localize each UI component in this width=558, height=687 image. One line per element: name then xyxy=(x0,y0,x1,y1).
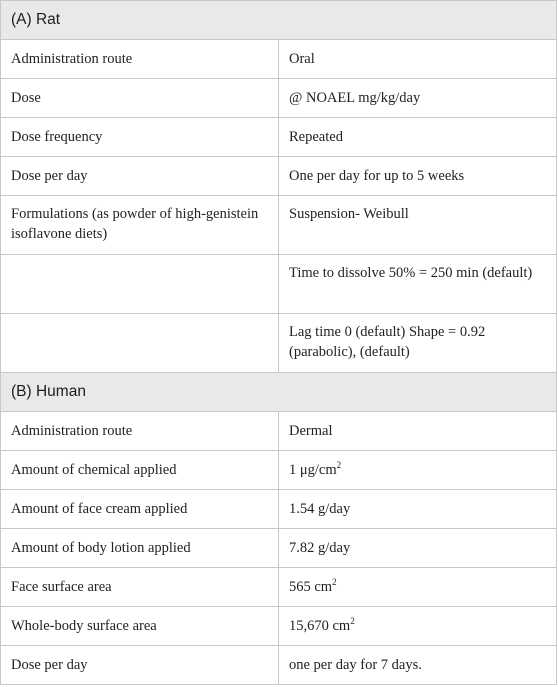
table-row xyxy=(1,40,557,79)
table-row xyxy=(1,118,557,157)
value-text: 1 μg/cm xyxy=(289,462,337,478)
row-label: Dose per day xyxy=(1,157,279,196)
table-row xyxy=(1,157,557,196)
row-label: Formulations (as powder of high-genistein isoflavone diets) xyxy=(1,196,279,255)
table-row xyxy=(1,529,557,568)
row-label: Dose frequency xyxy=(1,118,279,157)
section-title: (B) Human xyxy=(1,373,557,412)
row-value xyxy=(279,451,557,490)
row-label xyxy=(1,314,279,373)
row-value: Oral xyxy=(279,40,557,79)
row-value: Suspension- Weibull xyxy=(279,196,557,255)
row-label: Face surface area xyxy=(1,568,279,607)
table-row xyxy=(1,79,557,118)
section-header-human xyxy=(1,373,557,412)
superscript: 2 xyxy=(336,460,342,471)
table-row xyxy=(1,607,557,646)
row-value xyxy=(279,568,557,607)
row-label: Amount of chemical applied xyxy=(1,451,279,490)
table-row xyxy=(1,490,557,529)
row-value: Repeated xyxy=(279,118,557,157)
superscript: 2 xyxy=(350,616,355,627)
row-value: 1.54 g/day xyxy=(279,490,557,529)
row-value: @ NOAEL mg/kg/day xyxy=(279,79,557,118)
row-label xyxy=(1,255,279,314)
row-label: Whole-body surface area xyxy=(1,607,279,646)
superscript: 2 xyxy=(332,577,337,588)
row-value: Dermal xyxy=(279,412,557,451)
row-value xyxy=(279,607,557,646)
table-row xyxy=(1,412,557,451)
row-value: 7.82 g/day xyxy=(279,529,557,568)
row-label: Dose xyxy=(1,79,279,118)
row-label: Amount of body lotion applied xyxy=(1,529,279,568)
table-row xyxy=(1,568,557,607)
table-row xyxy=(1,196,557,255)
row-label: Dose per day xyxy=(1,646,279,685)
table-row xyxy=(1,451,557,490)
row-value: Time to dissolve 50% = 250 min (default) xyxy=(279,255,557,314)
row-label: Administration route xyxy=(1,412,279,451)
row-value: one per day for 7 days. xyxy=(279,646,557,685)
table-row xyxy=(1,255,557,314)
table-row xyxy=(1,314,557,373)
row-label: Administration route xyxy=(1,40,279,79)
value-text: 565 cm xyxy=(289,579,333,595)
table-row xyxy=(1,646,557,685)
row-label: Amount of face cream applied xyxy=(1,490,279,529)
row-value: One per day for up to 5 weeks xyxy=(279,157,557,196)
section-title: (A) Rat xyxy=(1,1,557,40)
section-header-rat xyxy=(1,1,557,40)
row-value: Lag time 0 (default) Shape = 0.92 (parabolic), (default) xyxy=(279,314,557,373)
value-text: 15,670 cm xyxy=(289,618,351,634)
